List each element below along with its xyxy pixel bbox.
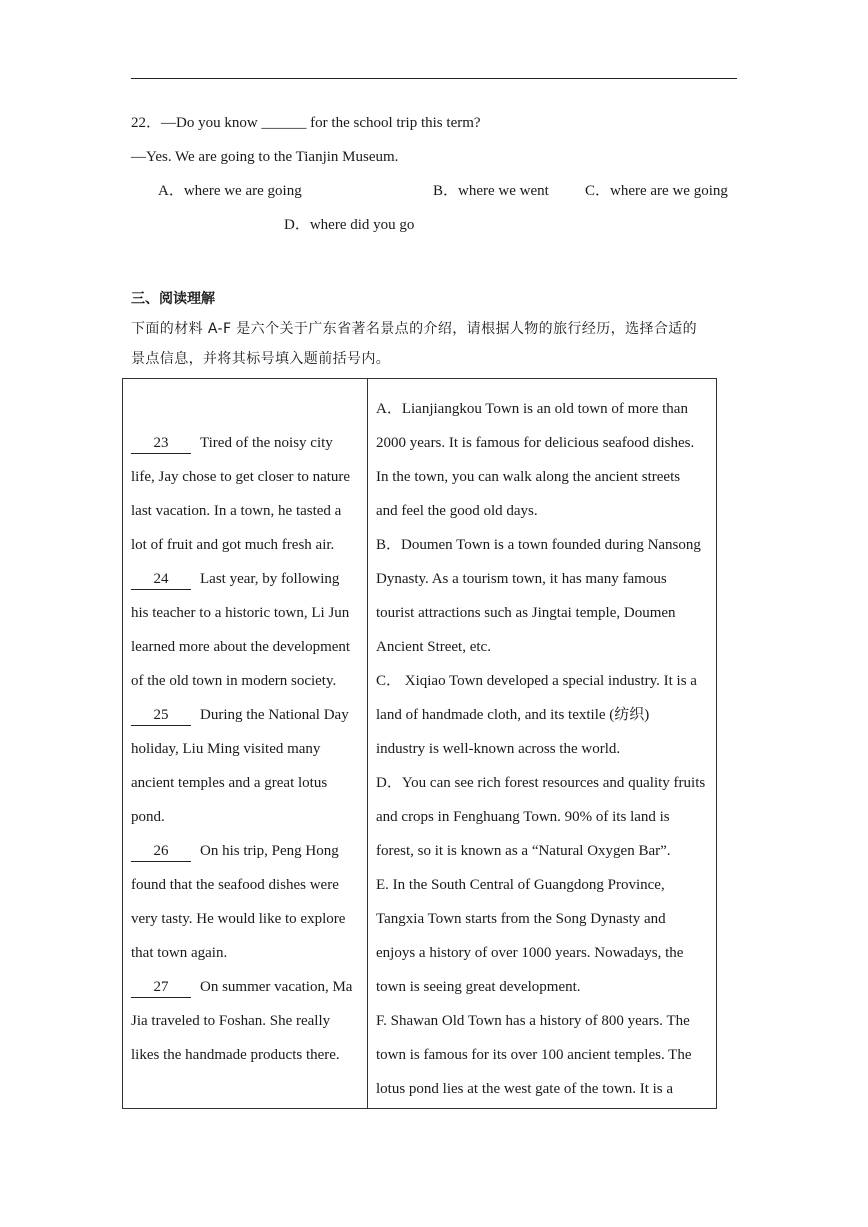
people-column — [131, 426, 361, 1072]
place-line: 2000 years. It is famous for delicious seafood dishes. — [376, 435, 695, 451]
table-column-divider — [367, 379, 368, 1108]
person-line: learned more about the development — [131, 639, 351, 655]
person-item-27 — [131, 970, 361, 1072]
place-line: Tangxia Town starts from the Song Dynasty and — [376, 911, 666, 927]
person-line: ancient temples and a great lotus — [131, 775, 328, 791]
section-instructions — [131, 314, 731, 374]
question-22-reply: —Yes. We are going to the Tianjin Museum. — [131, 149, 399, 165]
person-line: found that the seafood dishes were — [131, 877, 339, 893]
answer-blank[interactable]: 27 — [131, 977, 191, 998]
place-line: tourist attractions such as Jingtai temple, Doumen — [376, 605, 676, 621]
place-line: land of handmade cloth, and its textile (纺织) — [376, 707, 650, 723]
section-title: 三、阅读理解 — [131, 291, 215, 307]
person-line: last vacation. In a town, he tasted a — [131, 503, 342, 519]
answer-blank[interactable]: 25 — [131, 705, 191, 726]
place-line: B．Doumen Town is a town founded during Nansong — [376, 537, 701, 553]
question-22-option-d: D．where did you go — [284, 217, 415, 233]
person-item-24 — [131, 562, 361, 698]
question-22-option-c: C．where are we going — [585, 183, 728, 199]
place-line: and feel the good old days. — [376, 503, 538, 519]
place-line: town is famous for its over 100 ancient temples. The — [376, 1047, 692, 1063]
answer-blank[interactable]: 24 — [131, 569, 191, 590]
answer-blank[interactable]: 26 — [131, 841, 191, 862]
person-line: 27 On summer vacation, Ma — [131, 970, 361, 1004]
place-line: E. In the South Central of Guangdong Province, — [376, 877, 665, 893]
person-line: pond. — [131, 809, 165, 825]
place-line: and crops in Fenghuang Town. 90% of its land is — [376, 809, 670, 825]
places-column — [376, 392, 712, 1106]
person-item-23 — [131, 426, 361, 562]
person-line: holiday, Liu Ming visited many — [131, 741, 321, 757]
place-line: lotus pond lies at the west gate of the town. It is a — [376, 1081, 674, 1097]
place-line: C． Xiqiao Town developed a special industry. It is a — [376, 673, 697, 689]
person-line: very tasty. He would like to explore — [131, 911, 346, 927]
place-line: D．You can see rich forest resources and quality fruits — [376, 775, 706, 791]
place-line: industry is well-known across the world. — [376, 741, 621, 757]
instructions-line: 景点信息，并将其标号填入题前括号内。 — [131, 351, 391, 367]
place-line: Ancient Street, etc. — [376, 639, 491, 655]
person-line: 25 During the National Day — [131, 698, 361, 732]
place-line: forest, so it is known as a “Natural Oxygen Bar”. — [376, 843, 671, 859]
question-22-stem: 22．—Do you know ______ for the school trip this term? — [131, 115, 481, 131]
person-line: 23 Tired of the noisy city — [131, 426, 361, 460]
place-line: F. Shawan Old Town has a history of 800 years. The — [376, 1013, 690, 1029]
person-item-26 — [131, 834, 361, 970]
place-line: In the town, you can walk along the ancient streets — [376, 469, 681, 485]
header-rule — [131, 78, 737, 79]
matching-table — [122, 378, 717, 1109]
answer-blank[interactable]: 23 — [131, 433, 191, 454]
person-line: that town again. — [131, 945, 228, 961]
person-line: lot of fruit and got much fresh air. — [131, 537, 335, 553]
instructions-line: 下面的材料 A-F 是六个关于广东省著名景点的介绍，请根据人物的旅行经历，选择合适的 — [131, 321, 698, 337]
person-line: of the old town in modern society. — [131, 673, 337, 689]
person-item-25 — [131, 698, 361, 834]
person-line: his teacher to a historic town, Li Jun — [131, 605, 350, 621]
person-line: 24 Last year, by following — [131, 562, 361, 596]
place-line: Dynasty. As a tourism town, it has many famous — [376, 571, 667, 587]
person-line: Jia traveled to Foshan. She really — [131, 1013, 331, 1029]
person-line: likes the handmade products there. — [131, 1047, 340, 1063]
person-line: life, Jay chose to get closer to nature — [131, 469, 351, 485]
person-line: 26 On his trip, Peng Hong — [131, 834, 361, 868]
question-22-option-a: A．where we are going — [158, 183, 302, 199]
place-line: A．Lianjiangkou Town is an old town of more than — [376, 401, 688, 417]
question-22-option-b: B．where we went — [433, 183, 549, 199]
place-line: enjoys a history of over 1000 years. Nowadays, the — [376, 945, 684, 961]
place-line: town is seeing great development. — [376, 979, 581, 995]
